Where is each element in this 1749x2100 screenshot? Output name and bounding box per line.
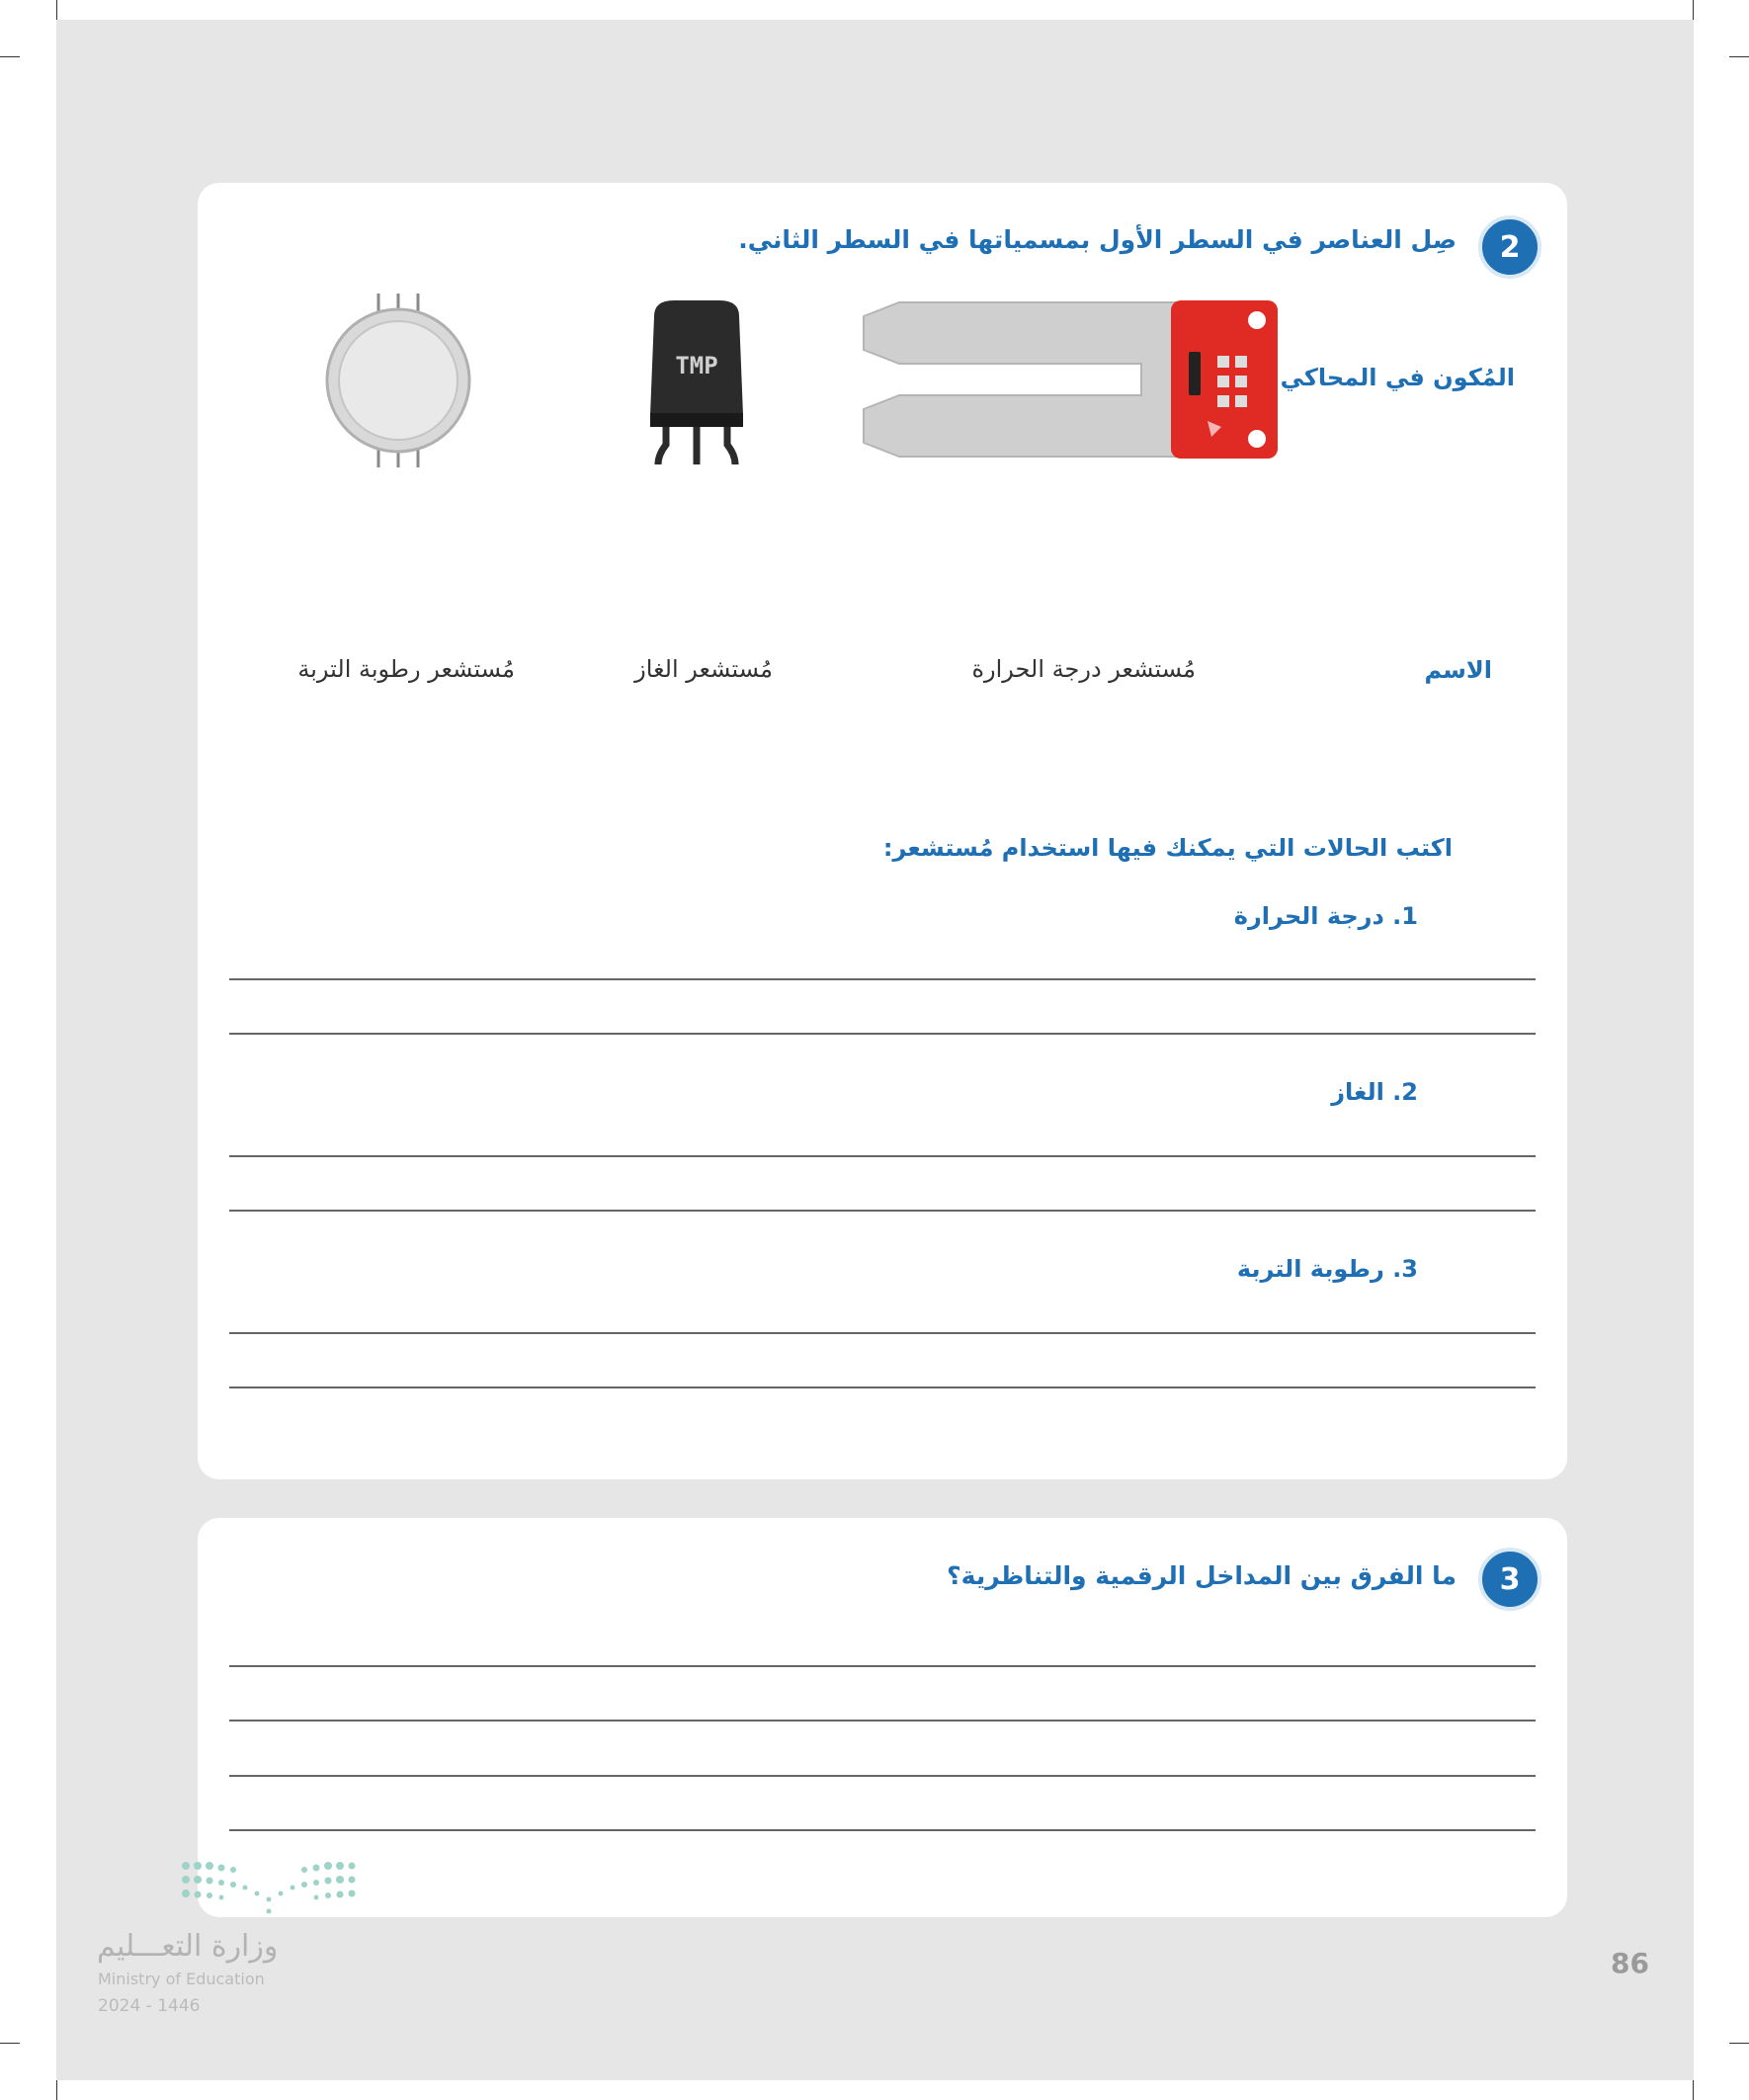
crop-mark: [1729, 2043, 1749, 2044]
crop-mark: [1729, 56, 1749, 57]
item-soil-moisture: 3. رطوبة التربة: [1236, 1255, 1418, 1283]
academic-year: 2024 - 1446: [98, 1996, 201, 2016]
exercise-3-question: ما الفرق بين المداخل الرقمية والتناظرية؟: [947, 1561, 1457, 1590]
soil-moisture-sensor-image: [860, 296, 1280, 462]
answer-line: [229, 1332, 1536, 1334]
crop-mark: [56, 0, 57, 20]
page-number: 86: [1611, 1947, 1649, 1979]
gas-sensor-image: [324, 292, 472, 469]
answer-line: [229, 1210, 1536, 1212]
answer-line: [229, 1155, 1536, 1157]
crop-mark: [56, 2080, 57, 2100]
name-temperature-sensor: مُستشعر درجة الحرارة: [971, 655, 1196, 683]
cases-prompt: اكتب الحالات التي يمكنك فيها استخدام مُستشعر:: [882, 834, 1453, 862]
crop-mark: [1693, 0, 1694, 20]
answer-line: [229, 1775, 1536, 1777]
tmp-sensor-image: [644, 296, 749, 469]
item-gas: 2. الغاز: [1331, 1078, 1418, 1106]
answer-line: [229, 1829, 1536, 1831]
answer-line: [229, 1386, 1536, 1388]
answer-line: [229, 978, 1536, 980]
ministry-name-arabic: وزارة التعـــليم: [97, 1929, 279, 1964]
answer-line: [229, 1665, 1536, 1667]
name-soil-moisture-sensor: مُستشعر رطوبة التربة: [297, 655, 515, 683]
answer-line: [229, 1720, 1536, 1722]
exercise-2-number-badge: 2: [1478, 215, 1541, 279]
name-gas-sensor: مُستشعر الغاز: [634, 655, 773, 683]
crop-mark: [0, 2043, 20, 2044]
ministry-logo-dots: [178, 1858, 356, 1917]
ministry-name-english: Ministry of Education: [98, 1970, 265, 1988]
tmp-chip-label: TMP: [675, 352, 718, 379]
answer-line: [229, 1033, 1536, 1035]
item-temperature: 1. درجة الحرارة: [1233, 902, 1418, 930]
exercise-2-instruction: صِل العناصر في السطر الأول بمسمياتها في السطر الثاني.: [738, 225, 1457, 254]
row-1-label: المُكون في المحاكي: [1280, 364, 1515, 391]
crop-mark: [0, 56, 20, 57]
crop-mark: [1693, 2080, 1694, 2100]
exercise-3-number-badge: 3: [1478, 1548, 1541, 1611]
row-2-label: الاسم: [1424, 656, 1492, 684]
